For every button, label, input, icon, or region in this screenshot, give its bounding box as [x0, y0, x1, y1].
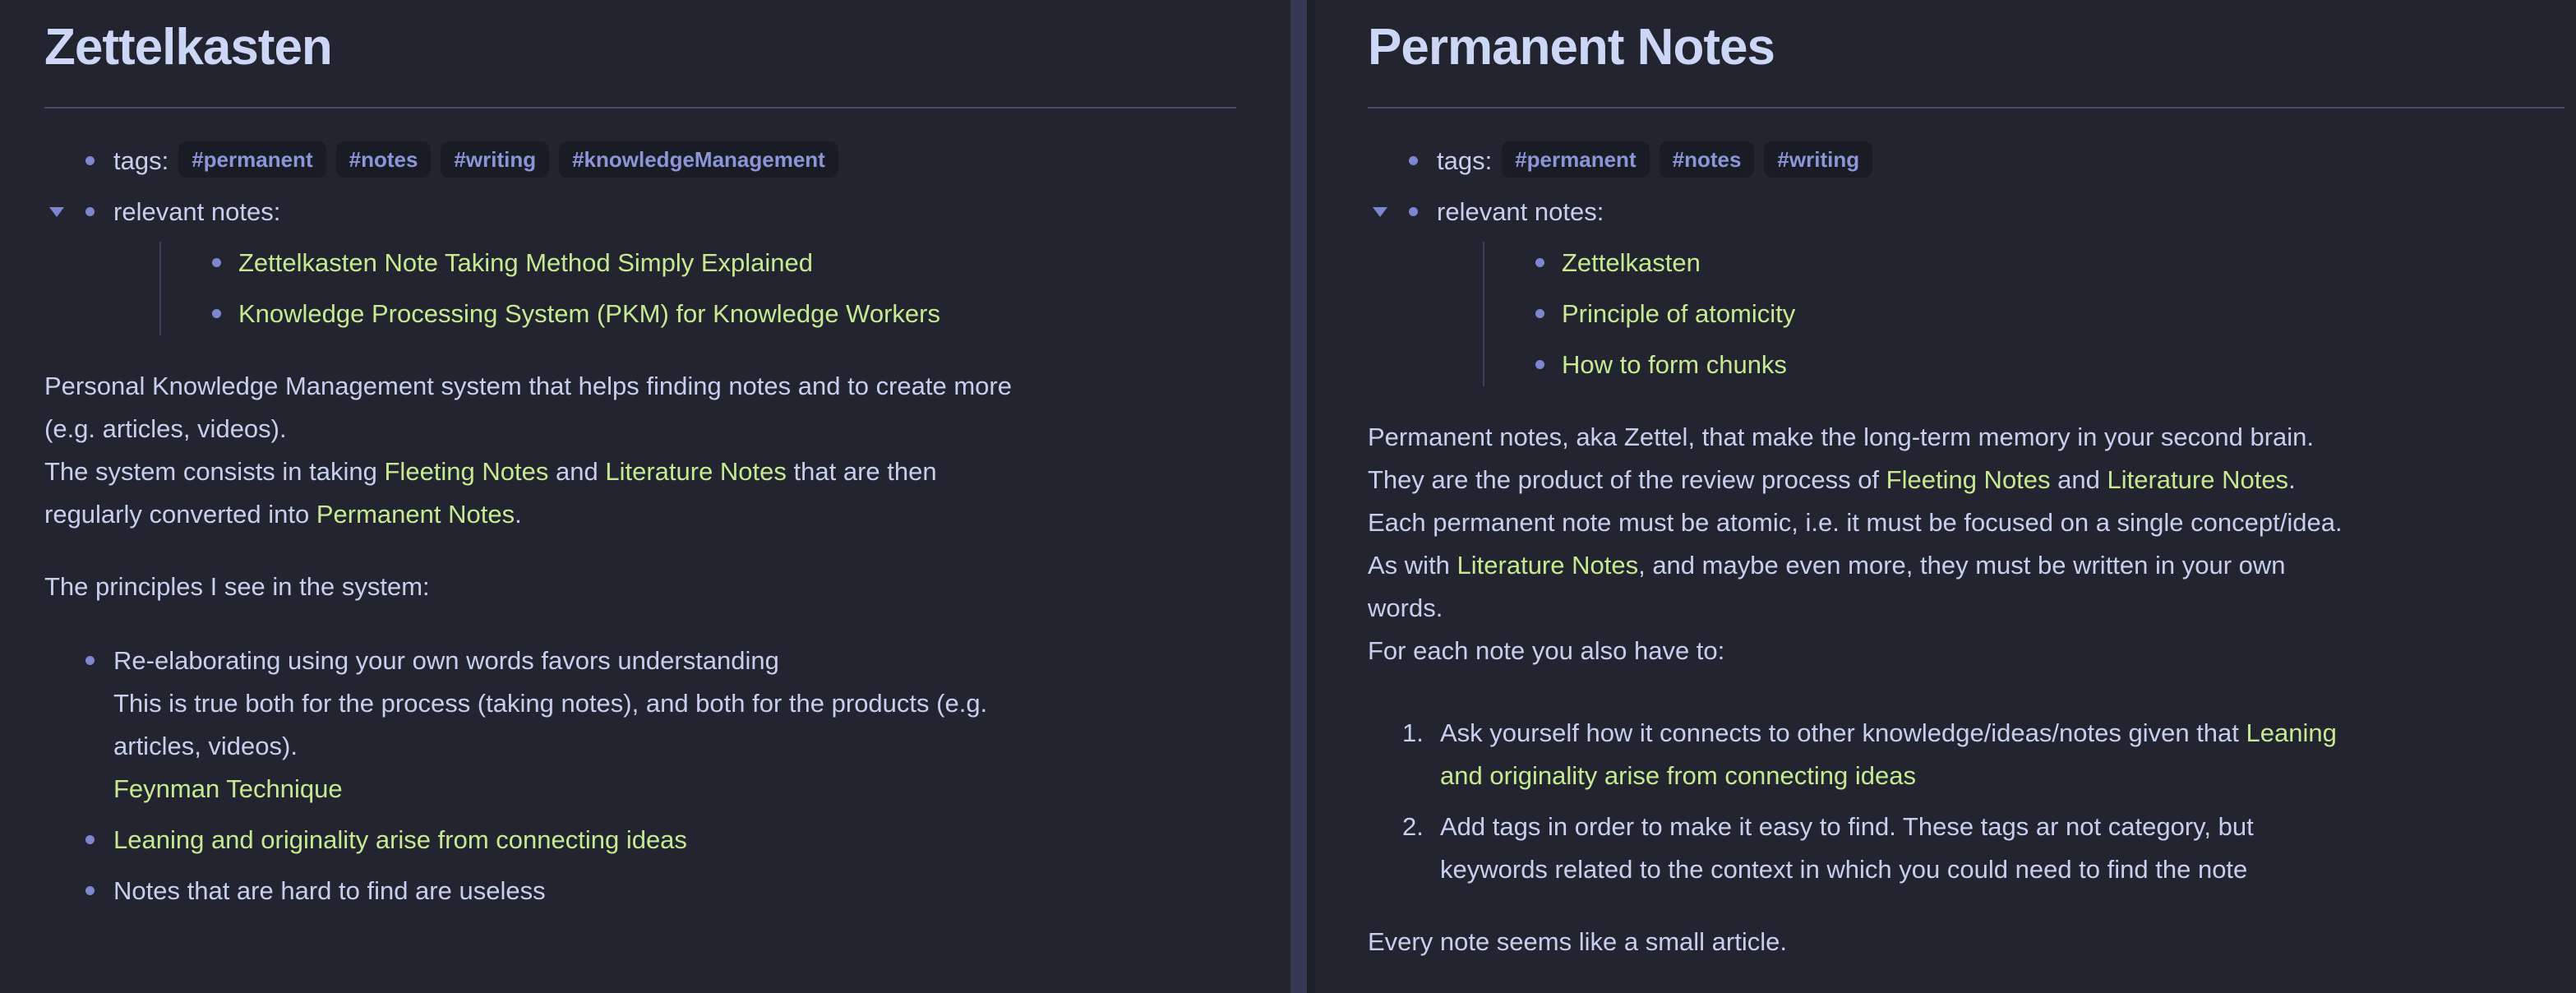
- note-title: Permanent Notes: [1368, 19, 1775, 76]
- note-pane-permanent-notes: [1315, 0, 2576, 993]
- internal-link[interactable]: Fleeting Notes: [1886, 465, 2051, 494]
- bullet-list: [1368, 140, 2564, 386]
- list-item: [161, 242, 1236, 284]
- text-span: relevant notes:: [113, 197, 281, 226]
- internal-link[interactable]: Zettelkasten Note Taking Method Simply Explained: [238, 248, 814, 277]
- paragraph: [44, 566, 1236, 608]
- list-item: [44, 140, 1236, 182]
- paragraph: [1368, 416, 2564, 672]
- text-span: .: [2288, 465, 2296, 494]
- text-span: The principles I see in the system:: [44, 572, 430, 601]
- list-item: [44, 191, 1236, 335]
- tag-pill[interactable]: #writing: [441, 141, 549, 178]
- list-item: [1484, 293, 2564, 335]
- text-span: Personal Knowledge Management system that helps finding notes and to create more: [44, 372, 1012, 400]
- text-span: For each note you also have to:: [1368, 636, 1725, 665]
- text-span: relevant notes:: [1437, 197, 1604, 226]
- internal-link[interactable]: and originality arise from connecting ideas: [1440, 761, 1916, 790]
- text-span: .: [515, 500, 522, 529]
- text-span: keywords related to the context in which you could need to find the note: [1440, 855, 2248, 884]
- internal-link[interactable]: Literature Notes: [2107, 465, 2289, 494]
- list-item: [1368, 191, 2564, 386]
- text-span: They are the product of the review process of: [1368, 465, 1886, 494]
- internal-link[interactable]: Knowledge Processing System (PKM) for Knowledge Workers: [238, 299, 940, 328]
- text-span: Add tags in order to make it easy to find. These tags ar not category, but: [1440, 812, 2254, 841]
- pane-scrollbar[interactable]: [1290, 0, 1307, 993]
- note-content: [0, 0, 1290, 945]
- list-item: [1368, 806, 2564, 891]
- bullet-list: [44, 640, 1236, 912]
- text-span: , and maybe even more, they must be written in your own: [1638, 551, 2286, 580]
- tags-label: tags:: [113, 146, 169, 175]
- text-span: As with: [1368, 551, 1457, 580]
- tag-pill[interactable]: #writing: [1764, 141, 1872, 178]
- internal-link[interactable]: How to form chunks: [1562, 350, 1787, 379]
- tag-pill[interactable]: #knowledgeManagement: [559, 141, 838, 178]
- text-span: The system consists in taking: [44, 457, 385, 486]
- text-span: and: [2050, 465, 2107, 494]
- text-span: This is true both for the process (taking notes), and both for the products (e.g.: [113, 689, 988, 718]
- text-span: Every note seems like a small article.: [1368, 927, 1787, 956]
- text-span: that are then: [786, 457, 937, 486]
- text-span: regularly converted into: [44, 500, 316, 529]
- list-item: [1368, 712, 2564, 797]
- title-divider: [1368, 107, 2564, 109]
- internal-link[interactable]: Literature Notes: [605, 457, 787, 486]
- text-span: articles, videos).: [113, 732, 298, 760]
- text-span: Each permanent note must be atomic, i.e. it must be focused on a single concept/idea.: [1368, 508, 2343, 537]
- internal-link[interactable]: Feynman Technique: [113, 774, 343, 803]
- tag-pill[interactable]: #permanent: [1502, 141, 1649, 178]
- internal-link[interactable]: Permanent Notes: [316, 500, 515, 529]
- list-item: [44, 819, 1236, 861]
- text-span: (e.g. articles, videos).: [44, 414, 287, 443]
- text-span: Re-elaborating using your own words favors understanding: [113, 646, 779, 675]
- text-span: and: [548, 457, 606, 486]
- collapse-triangle-icon[interactable]: [1373, 207, 1387, 217]
- list-item: [1484, 344, 2564, 386]
- text-span: Notes that are hard to find are useless: [113, 876, 546, 905]
- internal-link[interactable]: Leaning: [2246, 718, 2337, 747]
- list-item: [161, 293, 1236, 335]
- internal-link[interactable]: Principle of atomicity: [1562, 299, 1796, 328]
- text-span: Permanent notes, aka Zettel, that make the long-term memory in your second brain.: [1368, 423, 2314, 451]
- pane-divider: [1307, 0, 1315, 993]
- internal-link[interactable]: Literature Notes: [1457, 551, 1639, 580]
- list-item: [1368, 140, 2564, 182]
- title-divider: [44, 107, 1236, 109]
- text-span: Ask yourself how it connects to other knowledge/ideas/notes given that: [1440, 718, 2246, 747]
- text-span: words.: [1368, 593, 1443, 622]
- note-title: Zettelkasten: [44, 19, 332, 76]
- tag-pill[interactable]: #permanent: [178, 141, 325, 178]
- internal-link[interactable]: Zettelkasten: [1562, 248, 1701, 277]
- tag-pill[interactable]: #notes: [336, 141, 432, 178]
- collapse-triangle-icon[interactable]: [49, 207, 64, 217]
- sub-bullet-list: [159, 242, 1236, 335]
- paragraph: [44, 365, 1236, 536]
- internal-link[interactable]: Fleeting Notes: [384, 457, 549, 486]
- tags-label: tags:: [1437, 146, 1493, 175]
- bullet-list: [44, 140, 1236, 335]
- list-item: [44, 640, 1236, 811]
- tag-pill[interactable]: #notes: [1660, 141, 1755, 178]
- list-item: [1484, 242, 2564, 284]
- note-content: [1315, 0, 2576, 993]
- paragraph: [1368, 921, 2564, 963]
- sub-bullet-list: [1483, 242, 2564, 386]
- internal-link[interactable]: Leaning and originality arise from connecting ideas: [113, 825, 687, 854]
- numbered-list: [1368, 712, 2564, 891]
- list-item: [44, 870, 1236, 912]
